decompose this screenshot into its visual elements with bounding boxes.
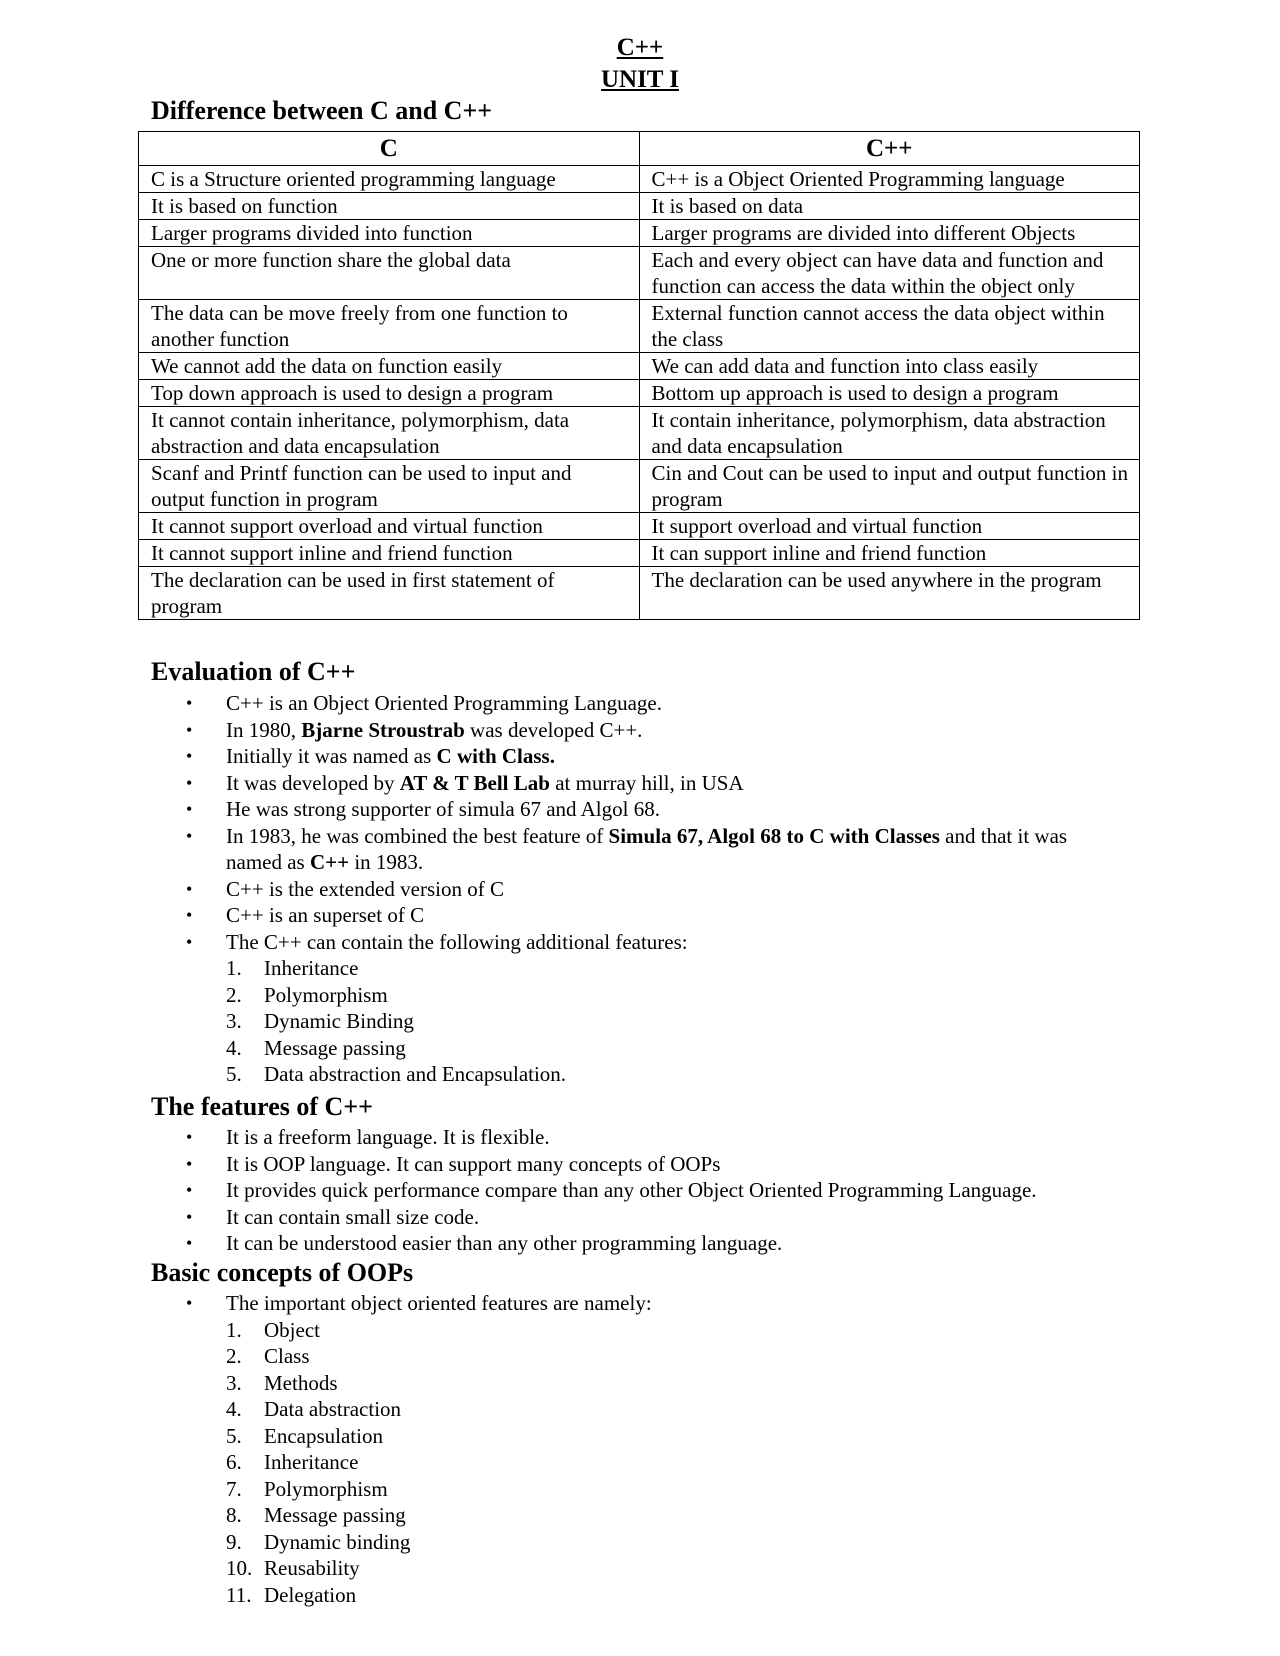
table-cell-cpp: It is based on data: [639, 193, 1140, 220]
numbered-item: [226, 955, 1126, 982]
list-item-text: C++ is the extended version of C: [226, 876, 504, 901]
features-list: [226, 955, 1126, 1088]
oops-list: [0, 1290, 1126, 1608]
table-cell-c: It cannot support inline and friend function: [139, 540, 640, 567]
table-cell-c: One or more function share the global data: [139, 247, 640, 300]
list-item: [0, 1290, 1126, 1608]
numbered-item: [226, 1529, 1126, 1556]
column-header-c: C: [139, 132, 640, 166]
table-cell-c: It is based on function: [139, 193, 640, 220]
item-number: 10.: [226, 1556, 253, 1580]
table-cell-c: Top down approach is used to design a program: [139, 380, 640, 407]
item-number: 1.: [226, 1317, 242, 1342]
item-number: 8.: [226, 1503, 242, 1527]
table-cell-cpp: We can add data and function into class easily: [639, 353, 1140, 380]
numbered-item: [226, 1449, 1126, 1476]
item-text: Polymorphism: [264, 1476, 388, 1501]
table-row: [139, 513, 1140, 540]
bullet-icon: •: [186, 1233, 193, 1253]
evaluation-list: [0, 690, 1126, 1088]
list-item: [0, 929, 1126, 1088]
bullet-icon: •: [186, 799, 193, 819]
list-item: [0, 1124, 1126, 1151]
numbered-item: [226, 1343, 1126, 1370]
table-cell-cpp: Each and every object can have data and function and function can access the data within the object only: [639, 247, 1140, 300]
bullet-icon: •: [186, 1180, 193, 1200]
list-item-text: It was developed by: [226, 770, 400, 795]
numbered-item: [226, 1370, 1126, 1397]
list-item: [0, 770, 1126, 797]
table-cell-c: The declaration can be used in first statement of program: [139, 567, 640, 620]
bold-text: Bjarne Stroustrab: [301, 717, 465, 742]
list-item-text: C++ is an superset of C: [226, 903, 425, 927]
list-item: [0, 743, 1126, 770]
list-item-text: It can contain small size code.: [226, 1204, 480, 1229]
table-cell-c: The data can be move freely from one function to another function: [139, 300, 640, 353]
bullet-icon: •: [186, 693, 193, 713]
bullet-icon: •: [186, 1293, 193, 1313]
bullet-icon: •: [186, 878, 193, 899]
table-row: [139, 193, 1140, 220]
numbered-item: [226, 1582, 1126, 1609]
section-heading-oops: Basic concepts of OOPs: [151, 1258, 414, 1287]
list-item-text: C++ is an Object Oriented Programming Language.: [226, 691, 662, 715]
list-item-text: In 1980,: [226, 717, 302, 742]
table-cell-c: Scanf and Printf function can be used to input and output function in program: [139, 460, 640, 513]
list-item-text: at murray hill, in USA: [549, 770, 744, 795]
table-row: [139, 460, 1140, 513]
item-number: 4.: [226, 1035, 242, 1060]
list-item-text: He was strong supporter of simula 67 and Algol 68.: [226, 797, 660, 821]
list-item-text: in 1983.: [349, 850, 424, 874]
list-item: [0, 823, 1126, 876]
table-row: [139, 380, 1140, 407]
bullet-icon: •: [186, 1206, 193, 1227]
section-heading-difference: Difference between C and C++: [151, 96, 493, 125]
list-item-text: It is OOP language. It can support many concepts of OOPs: [226, 1151, 721, 1176]
table-cell-cpp: Bottom up approach is used to design a program: [639, 380, 1140, 407]
list-item: [0, 902, 1126, 929]
item-number: 9.: [226, 1529, 242, 1554]
numbered-item: [226, 1061, 1126, 1088]
item-text: Data abstraction: [264, 1397, 402, 1421]
table-row: [139, 220, 1140, 247]
bullet-icon: •: [186, 1127, 193, 1147]
table-body: [139, 166, 1140, 620]
list-item: [0, 1177, 1126, 1204]
bold-text: Simula 67, Algol 68 to C with Classes: [608, 823, 940, 848]
table-row: [139, 300, 1140, 353]
item-number: 6.: [226, 1450, 242, 1474]
numbered-item: [226, 1502, 1126, 1529]
table-cell-cpp: It can support inline and friend function: [639, 540, 1140, 567]
list-item-text: It can be understood easier than any other programming language.: [226, 1231, 783, 1255]
list-item-text: In 1983, he was combined the best feature of: [226, 823, 609, 848]
doc-title: C++: [616, 34, 664, 61]
bold-text: AT & T Bell Lab: [399, 770, 550, 795]
item-text: Polymorphism: [264, 982, 388, 1007]
table-cell-cpp: Cin and Cout can be used to input and output function in program: [639, 460, 1140, 513]
table-cell-cpp: It support overload and virtual function: [639, 513, 1140, 540]
item-text: Delegation: [264, 1582, 357, 1607]
numbered-item: [226, 1555, 1126, 1582]
list-item: [0, 690, 1126, 717]
item-text: Data abstraction and Encapsulation.: [264, 1062, 567, 1086]
bullet-icon: •: [186, 931, 193, 952]
numbered-item: [226, 1317, 1126, 1344]
item-text: Message passing: [264, 1035, 406, 1060]
numbered-item: [226, 1396, 1126, 1423]
table-row: [139, 353, 1140, 380]
bullet-icon: •: [186, 905, 193, 925]
list-item-text: was developed C++.: [464, 717, 643, 742]
item-text: Inheritance: [264, 956, 359, 980]
section-heading-features: The features of C++: [151, 1092, 373, 1121]
comparison-table: [138, 131, 1140, 620]
list-item: [0, 1230, 1126, 1257]
bold-text: C with Class.: [436, 744, 555, 768]
concepts-list: [226, 1317, 1126, 1609]
table-cell-cpp: Larger programs are divided into different Objects: [639, 220, 1140, 247]
table-header-row: [139, 132, 1140, 166]
table-row: [139, 407, 1140, 460]
table-cell-cpp: It contain inheritance, polymorphism, data abstraction and data encapsulation: [639, 407, 1140, 460]
item-number: 4.: [226, 1397, 242, 1421]
table-row: [139, 166, 1140, 193]
table-cell-c: Larger programs divided into function: [139, 220, 640, 247]
table-cell-c: C is a Structure oriented programming language: [139, 166, 640, 193]
numbered-item: [226, 982, 1126, 1009]
item-number: 5.: [226, 1423, 242, 1448]
numbered-item: [226, 1423, 1126, 1450]
list-item: [0, 876, 1126, 903]
list-item: [0, 1151, 1126, 1178]
table-cell-c: We cannot add the data on function easily: [139, 353, 640, 380]
table-row: [139, 247, 1140, 300]
numbered-item: [226, 1476, 1126, 1503]
bullet-icon: •: [186, 772, 193, 793]
item-number: 7.: [226, 1476, 242, 1501]
item-text: Reusability: [264, 1556, 360, 1580]
item-text: Class: [264, 1344, 310, 1368]
item-text: Object: [264, 1317, 320, 1342]
table-row: [139, 567, 1140, 620]
list-item: [0, 1204, 1126, 1231]
item-number: 11.: [226, 1582, 252, 1607]
numbered-item: [226, 1008, 1126, 1035]
list-item-text: Initially it was named as: [226, 744, 437, 768]
item-text: Dynamic binding: [264, 1529, 411, 1554]
item-number: 2.: [226, 982, 242, 1007]
table-cell-cpp: C++ is a Object Oriented Programming language: [639, 166, 1140, 193]
item-text: Dynamic Binding: [264, 1009, 414, 1033]
list-item-text: The C++ can contain the following additional features:: [226, 929, 688, 954]
item-number: 3.: [226, 1009, 242, 1033]
unit-title: UNIT I: [600, 66, 680, 93]
table-cell-cpp: External function cannot access the data object within the class: [639, 300, 1140, 353]
list-item-text: It provides quick performance compare than any other Object Oriented Programming Language.: [226, 1178, 1037, 1202]
bold-text: C++: [309, 850, 350, 874]
bullet-icon: •: [186, 719, 193, 740]
item-number: 3.: [226, 1370, 242, 1395]
bullet-icon: •: [186, 825, 193, 846]
table-row: [139, 540, 1140, 567]
list-item-text: It is a freeform language. It is flexible.: [226, 1125, 550, 1149]
list-item-text: and that it was named as: [226, 823, 1068, 874]
features-cpp-list: [0, 1124, 1126, 1257]
table-cell-c: It cannot contain inheritance, polymorphism, data abstraction and data encapsulation: [139, 407, 640, 460]
column-header-cpp: C++: [639, 132, 1140, 166]
bullet-icon: •: [186, 1153, 193, 1174]
table-cell-cpp: The declaration can be used anywhere in the program: [639, 567, 1140, 620]
title-block: [0, 32, 1280, 96]
item-number: 5.: [226, 1062, 242, 1086]
table-cell-c: It cannot support overload and virtual function: [139, 513, 640, 540]
list-item: [0, 717, 1126, 744]
bullet-icon: •: [186, 746, 193, 766]
item-number: 2.: [226, 1344, 242, 1368]
list-item-text: The important object oriented features are namely:: [226, 1291, 652, 1315]
numbered-item: [226, 1035, 1126, 1062]
item-text: Methods: [264, 1370, 338, 1395]
item-text: Message passing: [264, 1503, 406, 1527]
item-number: 1.: [226, 956, 242, 980]
list-item: [0, 796, 1126, 823]
item-text: Inheritance: [264, 1450, 359, 1474]
section-heading-evaluation: Evaluation of C++: [151, 657, 356, 686]
item-text: Encapsulation: [264, 1423, 383, 1448]
